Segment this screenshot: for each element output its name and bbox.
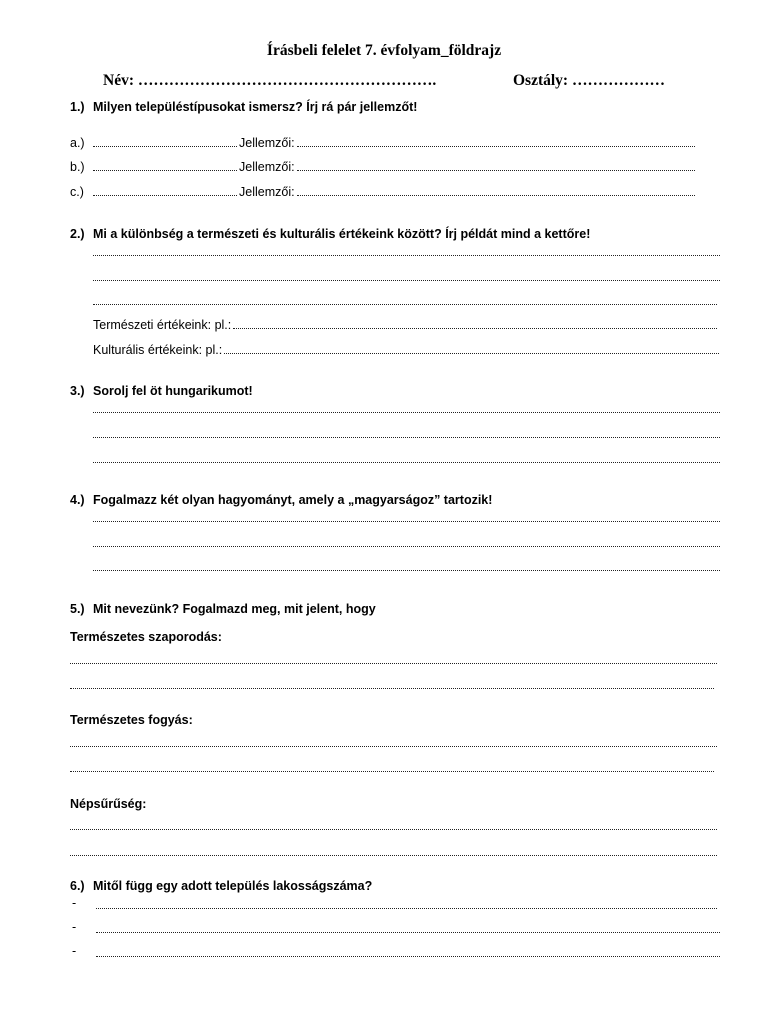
question-5: 5.) Mit nevezünk? Fogalmazd meg, mit jelent, hogy [70,602,376,616]
q1-row-b[interactable]: b.) Jellemzői: [70,160,695,174]
q2-natural-row[interactable]: Természeti értékeink: pl.: [93,318,717,332]
q4-answer-line-2[interactable] [93,546,720,547]
q5-natural-decrease-label: Természetes fogyás: [70,713,193,727]
q6-dash-2: - [72,920,77,934]
class-label: Osztály: [513,72,569,89]
q2-natural-answer[interactable] [233,328,717,329]
q2-answer-line-3[interactable] [93,304,717,305]
q6-answer-line-1[interactable] [96,908,717,909]
q5-density-line-1[interactable] [70,829,717,830]
name-dots: …………………………………………………. [137,72,437,89]
q6-answer-line-2[interactable] [96,932,720,933]
q2-cultural-row[interactable]: Kulturális értékeink: pl.: [93,343,719,357]
q1-row-a[interactable]: a.) Jellemzői: [70,136,695,150]
q4-answer-line-1[interactable] [93,521,720,522]
q1-row-c[interactable]: c.) Jellemzői: [70,185,695,199]
q2-cultural-answer[interactable] [224,353,719,354]
q1-type-c-answer[interactable] [93,195,237,196]
q1-features-c-answer[interactable] [297,195,695,196]
name-label: Név: [103,72,134,89]
q6-dash-3: - [72,944,77,958]
q5-natural-decrease-line-1[interactable] [70,746,717,747]
q3-answer-line-3[interactable] [93,462,720,463]
q1-features-b-answer[interactable] [297,170,695,171]
q5-natural-decrease-line-2[interactable] [70,771,714,772]
question-1: 1.) Milyen településtípusokat ismersz? Írj rá pár jellemzőt! [70,100,418,114]
q2-answer-line-2[interactable] [93,280,720,281]
class-dots: ……………… [571,72,665,89]
q4-answer-line-3[interactable] [93,570,720,571]
name-field[interactable] [103,72,436,90]
q6-dash-1: - [72,896,77,910]
q1-type-a-answer[interactable] [93,146,237,147]
q6-answer-line-3[interactable] [96,956,720,957]
question-3: 3.) Sorolj fel öt hungarikumot! [70,384,253,398]
class-field[interactable] [513,72,665,90]
q2-answer-line-1[interactable] [93,255,720,256]
q1-type-b-answer[interactable] [93,170,237,171]
q3-answer-line-2[interactable] [93,437,720,438]
q1-features-a-answer[interactable] [297,146,695,147]
q5-natural-increase-line-1[interactable] [70,663,717,664]
q5-density-label: Népsűrűség: [70,797,147,811]
q5-density-line-2[interactable] [70,855,717,856]
page-title: Írásbeli felelet 7. évfolyam_földrajz [266,42,502,59]
q5-natural-increase-line-2[interactable] [70,688,714,689]
question-6: 6.) Mitől függ egy adott település lakosságszáma? [70,879,373,893]
question-2: 2.) Mi a különbség a természeti és kulturális értékeink között? Írj példát mind a kettőre! [70,227,591,241]
q5-natural-increase-label: Természetes szaporodás: [70,630,222,644]
question-4: 4.) Fogalmazz két olyan hagyományt, amely a „magyarságoz” tartozik! [70,493,493,507]
q3-answer-line-1[interactable] [93,412,720,413]
